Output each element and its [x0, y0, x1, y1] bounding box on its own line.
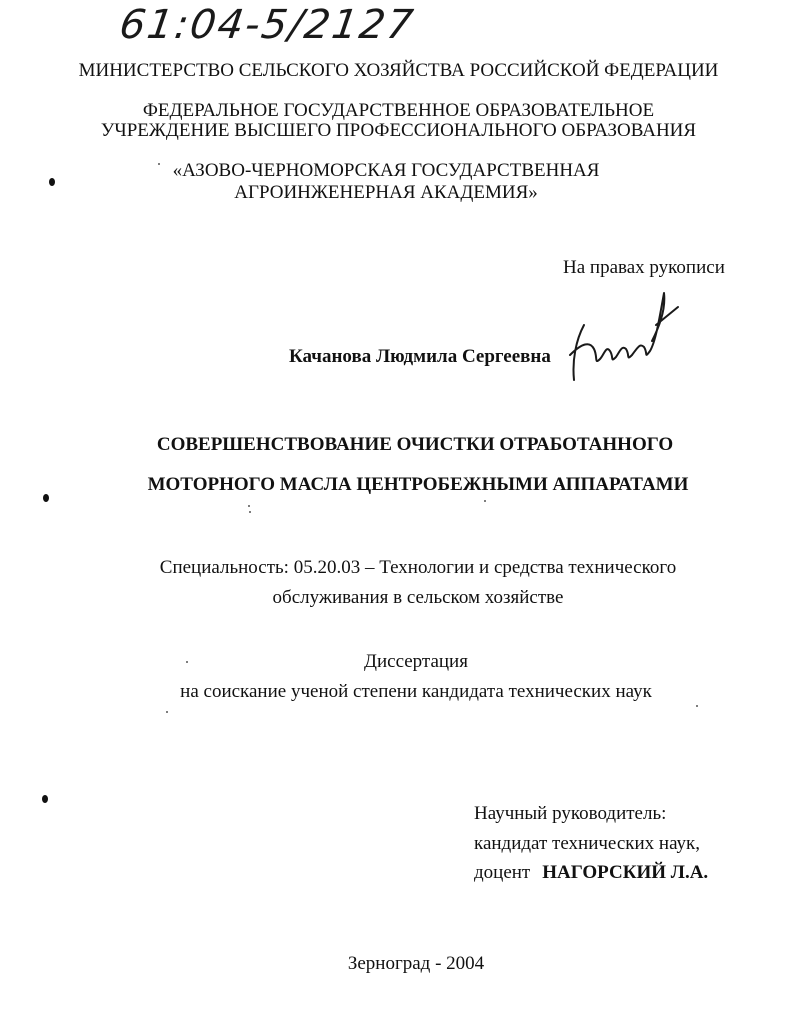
supervisor-label: Научный руководитель: [474, 803, 667, 824]
scan-speck [696, 705, 698, 707]
scan-speck [158, 163, 160, 165]
academy-line-1: «АЗОВО-ЧЕРНОМОРСКАЯ ГОСУДАРСТВЕННАЯ [172, 160, 600, 181]
archive-number-handwritten: 61:04-5/2127 [116, 2, 418, 48]
work-type: Диссертация [364, 651, 468, 672]
author-name: Качанова Людмила Сергеевна [289, 346, 551, 367]
scan-speck [166, 711, 168, 713]
author-signature [560, 285, 690, 390]
institution-line-1: ФЕДЕРАЛЬНОЕ ГОСУДАРСТВЕННОЕ ОБРАЗОВАТЕЛЬНОЕ [142, 100, 655, 121]
scan-speck [484, 500, 486, 502]
manuscript-rights: На правах рукописи [563, 257, 725, 278]
scan-speck [186, 661, 188, 663]
punch-hole-mark [42, 795, 48, 803]
punch-hole-mark [43, 494, 49, 502]
ministry-name: МИНИСТЕРСТВО СЕЛЬСКОГО ХОЗЯЙСТВА РОССИЙСКОЙ ФЕДЕРАЦИИ [78, 60, 719, 81]
punch-hole-mark [49, 178, 55, 186]
supervisor-degree: кандидат технических наук, [474, 833, 701, 854]
specialty-line-2: обслуживания в сельском хозяйстве [272, 587, 564, 608]
dissertation-title-line-1: СОВЕРШЕНСТВОВАНИЕ ОЧИСТКИ ОТРАБОТАННОГО [156, 434, 674, 455]
supervisor-name: НАГОРСКИЙ Л.А. [542, 862, 709, 883]
scan-speck [248, 505, 250, 507]
institution-line-2: УЧРЕЖДЕНИЕ ВЫСШЕГО ПРОФЕССИОНАЛЬНОГО ОБРАЗОВАНИЯ [100, 120, 697, 141]
supervisor-rank: доцент [474, 862, 531, 883]
city-year: Зерноград - 2004 [347, 953, 485, 974]
dissertation-title-line-2: МОТОРНОГО МАСЛА ЦЕНТРОБЕЖНЫМИ АППАРАТАМИ [147, 474, 689, 495]
specialty-line-1: Специальность: 05.20.03 – Технологии и средства технического [159, 557, 677, 578]
supervisor-rank-and-name [474, 862, 708, 884]
degree-sought: на соискание ученой степени кандидата технических наук [180, 681, 652, 702]
scan-speck [249, 511, 251, 513]
academy-line-2: АГРОИНЖЕНЕРНАЯ АКАДЕМИЯ» [234, 182, 538, 203]
